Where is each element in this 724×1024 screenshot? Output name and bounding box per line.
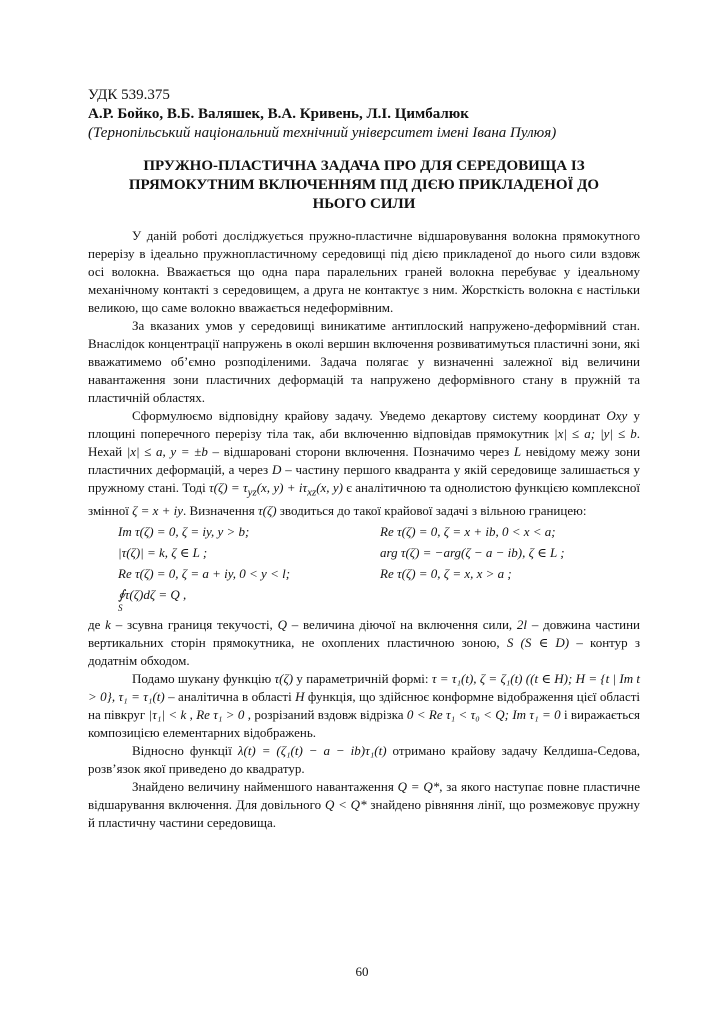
udc-code: УДК 539.375 [88, 87, 170, 103]
math-tau-z: τ(ζ) [257, 502, 277, 518]
equation-right: Re τ(ζ) = 0, ζ = x, x > a ; [380, 565, 512, 581]
equation-left: |τ(ζ)| = k, ζ ∈ L ; [118, 544, 208, 560]
paragraph-conditions: За вказаних умов у середовищі виникатиме антиплоский напружено-деформівний стан. Внаслідок концентрації напружень в околі вершин включення розвиватимуться пластичні зони, які вважатимемо обʼємно розподіленими. Задача полягає у визначенні залежної від величини навантаження зони пластичних деформацій та напружено деформівного стану в пружній та пластичній областях. [88, 318, 640, 405]
contour-integral: ∮τ(ζ)dζ = Q , S [118, 584, 186, 614]
paragraph-formulation: Сформулюємо відповідну крайову задачу. Уведемо декартову систему координат Oxy у площині поперечного перерізу тіла так, аби включенню відповідав прямокутник |x| ≤ a; |y| ≤ b. Нехай |x| ≤ a, y = ±b – відшаровані сторони включення. Позначимо через L невідому межу зони пластичних деформацій, а через D – частину першого квадранта у якій середовище залишається у пружному стані. Тоді $\tau(\zeta) = \tau_{yz}(x$, $y) + i\tau_{xz}(x$, y) є аналітичною та однолистою функцією комплексної змінної ζ = x + iy. Визначення τ(ζ) зводиться до такої крайової задачі з вільною границею: [88, 408, 641, 518]
equation-left: Im τ(ζ) = 0, ζ = iy, y > b; [118, 523, 250, 539]
math-param: τ = τ₁(t), ζ = ζ₁(t) ((t ∈ H); H = {t | Im t > 0}, τ₁ = τ₁(t) [88, 670, 640, 704]
paragraph-parametric: Подамо шукану функцію τ(ζ) у параметричній формі: τ = τ₁(t), ζ = ζ₁(t) ((t ∈ H); H = {t | Im t > 0}, τ₁ = τ₁(t) – аналітична в області H функція, що здійснює конформне відображення цієї області на півкруг |τ₁| < k , Re τ₁ > 0 , розрізаний вздовж відрізка 0 < Re τ₁ < τ₀ < Q; Im τ₁ = 0 і виражається композицією елементарних відображень. [88, 670, 641, 740]
title-line: НЬОГО СИЛИ [312, 196, 416, 212]
paragraph-notation: де k – зсувна границя текучості, Q – величина діючої на включення сили, 2l – довжина частини вертикальних сторін прямокутника, не охоплених пластичною зоною, S (S ∈ D) – контур з додатнім обходом. [88, 616, 641, 668]
integral-subscript: S [118, 602, 123, 613]
article-page [88, 86, 640, 832]
math-zeta-def: ζ = x + iy [132, 502, 184, 518]
title-line: ПРУЖНО-ПЛАСТИЧНА ЗАДАЧА ПРО ДЛЯ СЕРЕДОВИЩА ІЗ [143, 158, 585, 174]
equation-row [118, 584, 640, 614]
equation-row [118, 563, 640, 584]
equation-left: Re τ(ζ) = 0, ζ = a + iy, 0 < y < l; [118, 565, 291, 581]
paragraph-intro: У даній роботі досліджується пружно-пластичне відшаровування волокна прямокутного перерізу в ідеально пружнопластичному середовищі під дією прикладеної до нього сили вздовж осі волокна. Вважається що одна пара паралельних граней волокна перебуває у ідеальному механічному контакті з середовищем, а друга не контактує з ним. Жорсткість волокна є настільки великою, що саме волокно вважається недеформівним. [88, 228, 640, 315]
math-tau-def: $\tau(\zeta) = \tau_{yz}(x$, $y) + i\tau_{xz}(x$, y) [209, 480, 343, 499]
equation-right: Re τ(ζ) = 0, ζ = x + ib, 0 < x < a; [380, 523, 556, 539]
math-L: L [513, 444, 522, 459]
equation-right: arg τ(ζ) = −arg(ζ − a − ib), ζ ∈ L ; [380, 544, 565, 560]
boundary-conditions [118, 521, 640, 614]
equation-row [118, 521, 640, 542]
paragraph-result: Знайдено величину найменшого навантаження Q = Q*, за якого наступає повне пластичне відшарування включення. Для довільного Q < Q* знайдено рівняння лінії, що розмежовує пружну й пластичну частини середовища. [88, 778, 641, 830]
math-rect: |x| ≤ a; |y| ≤ b [554, 426, 637, 441]
page-number: 60 [355, 964, 369, 979]
affiliation: (Тернопільський національний технічний університет імені Івана Пулюя) [88, 125, 557, 141]
math-oxy: Oxy [606, 408, 628, 423]
math-lambda: λ(t) = (ζ₁(t) − a − ib)τ₁(t) [237, 742, 387, 758]
title-line: ПРЯМОКУТНИМ ВКЛЮЧЕННЯМ ПІД ДІЄЮ ПРИКЛАДЕНОЇ ДО [128, 177, 600, 193]
math-sides: |x| ≤ a, y = ±b [126, 444, 208, 459]
equation-row [118, 542, 640, 563]
authors: А.Р. Бойко, В.Б. Валяшек, В.А. Кривень, Л.І. Цимбалюк [88, 106, 469, 122]
math-D: D [271, 462, 282, 477]
paper-title [88, 157, 640, 214]
paragraph-keldysh: Відносно функції λ(t) = (ζ₁(t) − a − ib)τ₁(t) отримано крайову задачу Келдиша-Седова, розвʼязок якої приведено до квадратур. [88, 742, 641, 776]
